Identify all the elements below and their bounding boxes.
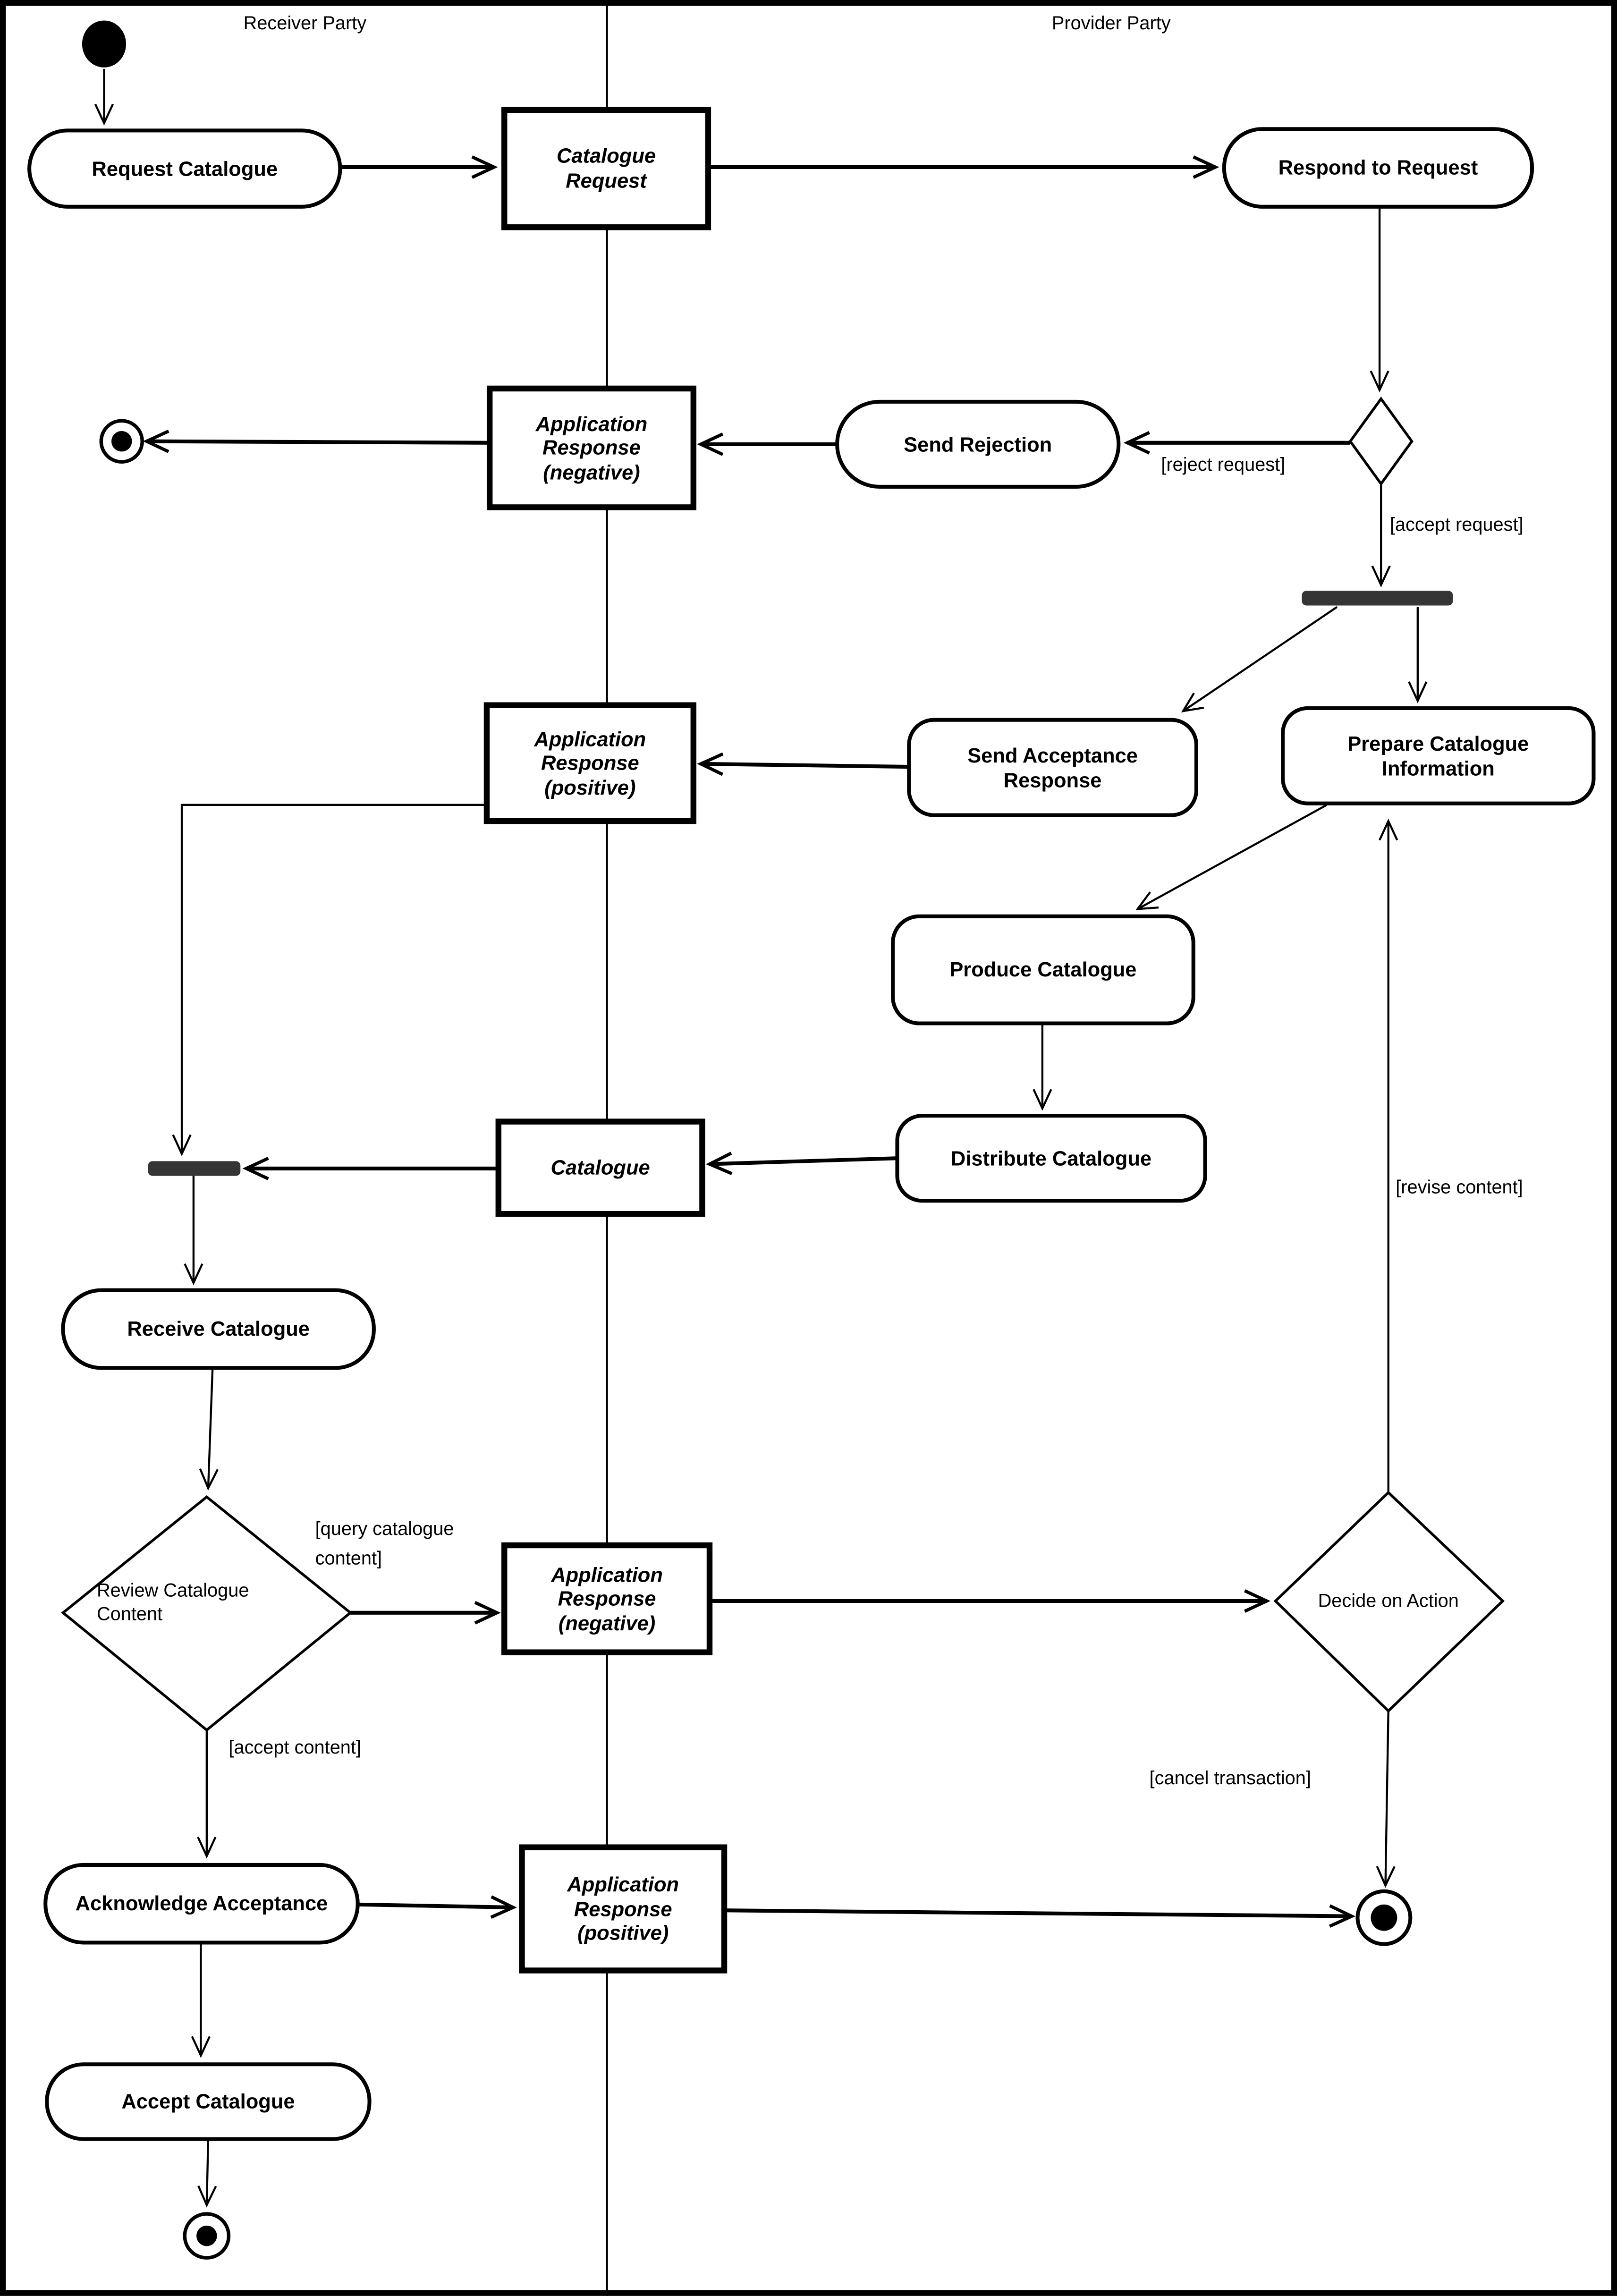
action-acknowledge-acceptance bbox=[45, 1865, 357, 1943]
lane-title-receiver: Receiver Party bbox=[243, 11, 367, 33]
action-prepare-catalogue-information bbox=[1283, 708, 1593, 804]
object-catalogue bbox=[499, 1122, 703, 1214]
flow-distribute-to-catalogue bbox=[710, 1158, 897, 1164]
label-app-response-positive-2: Application Response (positive) bbox=[567, 1872, 679, 1945]
object-catalogue-request bbox=[504, 110, 708, 227]
flow-prepare-to-produce bbox=[1138, 805, 1327, 909]
guard-reject-request: [reject request] bbox=[1161, 453, 1286, 475]
label-catalogue: Catalogue bbox=[550, 1155, 650, 1179]
flow-acknowledge-to-app-positive2 bbox=[358, 1905, 513, 1907]
guard-cancel-transaction: [cancel transaction] bbox=[1149, 1766, 1311, 1789]
guard-accept-request: [accept request] bbox=[1389, 513, 1524, 535]
action-distribute-catalogue bbox=[897, 1116, 1205, 1201]
final-node-negative bbox=[101, 421, 142, 462]
flow-fork-to-send-acceptance bbox=[1183, 607, 1337, 711]
fork-bar bbox=[1302, 591, 1453, 605]
flow-app-positive2-to-final bbox=[724, 1910, 1352, 1916]
label-receive-catalogue: Receive Catalogue bbox=[127, 1317, 310, 1341]
label-review-catalogue-content: Review Catalogue Content bbox=[96, 1579, 249, 1625]
guard-revise-content: [revise content] bbox=[1396, 1176, 1523, 1198]
label-produce-catalogue: Produce Catalogue bbox=[949, 958, 1137, 982]
object-app-response-positive-1 bbox=[487, 705, 694, 821]
final-node-receiver bbox=[185, 2214, 229, 2258]
label-accept-catalogue: Accept Catalogue bbox=[121, 2090, 295, 2114]
action-receive-catalogue bbox=[63, 1290, 374, 1368]
label-app-response-negative-2: Application Response (negative) bbox=[551, 1562, 663, 1635]
label-distribute-catalogue: Distribute Catalogue bbox=[950, 1146, 1152, 1170]
action-send-acceptance-response bbox=[909, 720, 1196, 815]
flow-acceptance-to-app-positive bbox=[701, 764, 909, 767]
label-send-acceptance-response: Send Acceptance Response bbox=[967, 744, 1138, 791]
flow-app-negative-to-final bbox=[147, 441, 490, 443]
label-app-response-positive-1: Application Response (positive) bbox=[534, 727, 646, 799]
flow-accept-to-final bbox=[207, 2139, 208, 2205]
action-accept-catalogue bbox=[47, 2064, 369, 2139]
label-respond-to-request: Respond to Request bbox=[1278, 156, 1478, 180]
decision-decide-on-action bbox=[1276, 1492, 1503, 1711]
flow-receive-to-review bbox=[208, 1368, 212, 1488]
object-app-response-negative-1 bbox=[490, 389, 694, 508]
decision-review-catalogue-content bbox=[63, 1497, 351, 1730]
label-request-catalogue: Request Catalogue bbox=[92, 157, 278, 180]
label-app-response-negative-1: Application Response (negative) bbox=[535, 411, 648, 483]
label-acknowledge-acceptance: Acknowledge Acceptance bbox=[75, 1892, 328, 1915]
join-bar bbox=[148, 1161, 241, 1176]
decision-respond bbox=[1350, 399, 1412, 484]
object-app-response-negative-2 bbox=[504, 1545, 710, 1652]
label-decide-on-action: Decide on Action bbox=[1318, 1589, 1459, 1611]
label-catalogue-request: Catalogue Request bbox=[556, 144, 656, 192]
action-respond-to-request bbox=[1224, 129, 1532, 207]
object-app-response-positive-2 bbox=[522, 1847, 724, 1971]
lane-title-provider: Provider Party bbox=[1051, 11, 1171, 33]
action-send-rejection bbox=[837, 402, 1118, 487]
action-produce-catalogue bbox=[893, 916, 1194, 1024]
guard-query-catalogue-content: [query catalogue content] bbox=[315, 1517, 454, 1570]
flow-app-positive-to-join bbox=[182, 805, 487, 1154]
flow-cancel-to-final bbox=[1386, 1711, 1388, 1886]
action-request-catalogue bbox=[29, 130, 340, 206]
diagram-border bbox=[3, 3, 1614, 2293]
initial-node bbox=[82, 20, 126, 67]
guard-accept-content: [accept content] bbox=[229, 1736, 362, 1758]
label-send-rejection: Send Rejection bbox=[904, 432, 1052, 456]
final-node-provider bbox=[1358, 1891, 1411, 1944]
label-prepare-catalogue-information: Prepare Catalogue Information bbox=[1347, 732, 1529, 779]
